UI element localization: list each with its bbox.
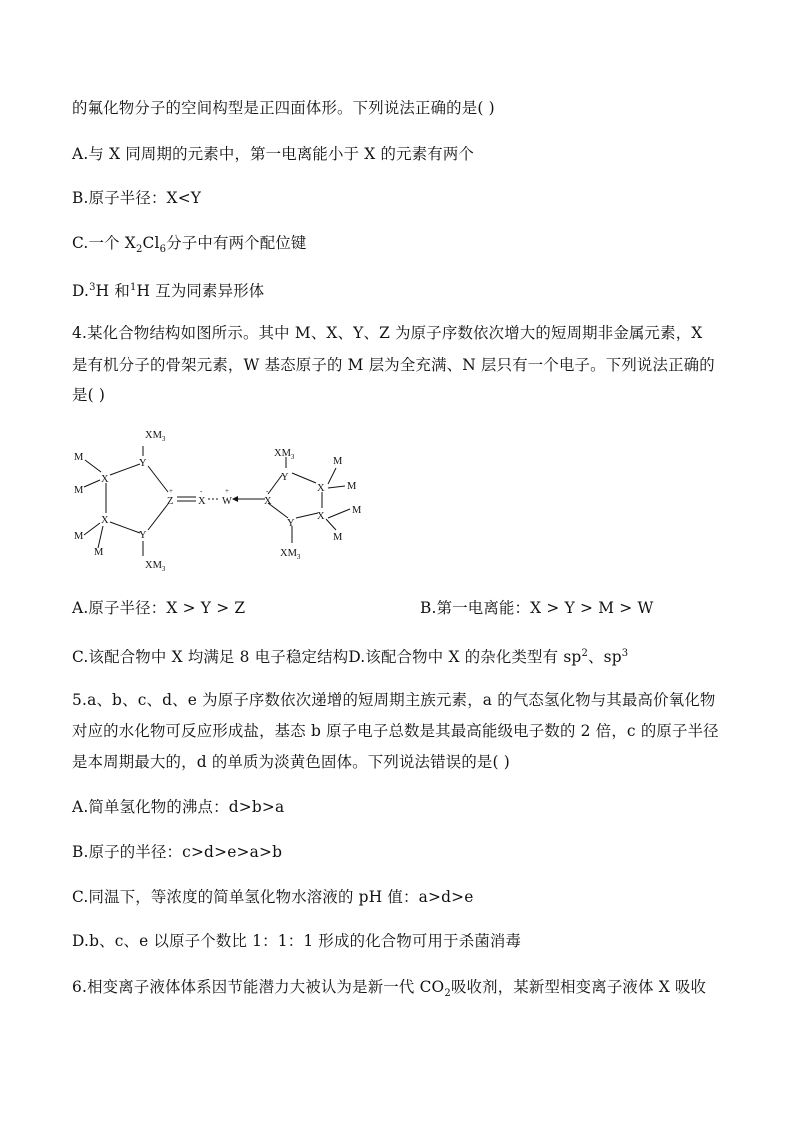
x-upper-left: X <box>101 474 109 485</box>
q3-c-pre: C.一个 <box>72 234 125 252</box>
q6-stem <box>72 977 724 1004</box>
q4-d-pre: D.该配合物中 X 的杂化类型有 sp <box>348 648 582 667</box>
q5-option-a[interactable]: A.简单氢化物的沸点：d>b>a <box>72 798 285 816</box>
q3-c-x: X <box>124 234 136 252</box>
m-1: M <box>74 452 84 463</box>
q4-options-row1 <box>72 598 724 618</box>
m-8: M <box>333 532 343 543</box>
q4-options-row2 <box>72 644 724 667</box>
q3-c-cl: Cl <box>142 234 160 252</box>
z-charge-plus: + <box>169 487 173 495</box>
q6-stem-post: 吸收剂，某新型相变离子液体 X 吸收 <box>450 978 707 996</box>
q5-option-c[interactable]: C.同温下，等浓度的简单氢化物水溶液的 pH 值：a>d>e <box>72 888 474 906</box>
q3-c-sub6: 6 <box>159 244 167 256</box>
q5-stem-line3: 是本周期最大的，d 的单质为淡黄色固体。下列说法错误的是( ) <box>72 753 511 771</box>
xm3-top-left: XM <box>145 430 162 441</box>
x-upper-right: X <box>317 483 325 494</box>
figure-bonds <box>84 446 350 556</box>
q3-c-post: 分子中有两个配位键 <box>166 234 307 252</box>
x-bridge-charge-minus: - <box>200 487 203 495</box>
q5-option-d[interactable]: D.b、c、e 以原子个数比 1：1：1 形成的化合物可用于杀菌消毒 <box>72 932 522 950</box>
svg-text:XM3: $XM_3$ <box>145 430 166 443</box>
x-bridge: X <box>198 496 206 507</box>
q3-c-sub2: 2 <box>135 244 143 256</box>
q3-option-c[interactable] <box>72 233 724 260</box>
q4-option-a[interactable]: A.原子半径：X > Y > Z <box>72 599 246 617</box>
xm3-bottom-right: XM <box>280 548 297 559</box>
q5-stem-line2: 对应的水化物可反应形成盐，基态 b 原子电子总数是其最高能级电子数的 2 倍，c 的原子半径 <box>72 722 719 740</box>
q3-d-sup1: 1 <box>129 282 137 293</box>
q3-d-h1: H 和 <box>95 282 130 301</box>
q4-structure-figure <box>70 422 380 580</box>
q4-d-sup2: 2 <box>581 648 589 659</box>
q3-d-post: H 互为同素异形体 <box>136 282 265 301</box>
y-top-right: Y <box>281 472 289 483</box>
coordination-arrow-head <box>232 496 238 502</box>
svg-text:XM3: $XM_3$ <box>280 548 301 561</box>
m-3: M <box>74 531 84 542</box>
svg-text:XM3: $XM_3$ <box>145 560 166 573</box>
m-7: M <box>352 505 362 516</box>
q4-stem-line1: 4.某化合物结构如图所示。其中 M、X、Y、Z 为原子序数依次增大的短周期非金属元素，X <box>72 324 703 342</box>
x-lower-right: X <box>317 511 325 522</box>
z-center: Z <box>167 496 174 507</box>
y-bottom-right: Y <box>287 518 295 529</box>
figure-atom-labels <box>74 430 362 573</box>
q3-stem-tail: 的氟化物分子的空间构型是正四面体形。下列说法正确的是( ) <box>72 99 495 117</box>
q6-sub2: 2 <box>444 988 451 1000</box>
x-right-charge-minus: - <box>266 487 269 495</box>
q4-option-c[interactable]: C.该配合物中 X 均满足 8 电子稳定结构 <box>72 648 349 667</box>
xm3-bottom-left: XM <box>145 560 162 571</box>
q4-d-mid: 、sp <box>588 648 622 667</box>
q4-option-d[interactable] <box>348 648 628 666</box>
y-bottom-left: Y <box>139 530 147 541</box>
w-charge-plus: + <box>225 487 229 495</box>
q3-option-a[interactable]: A.与 X 同周期的元素中，第一电离能小于 X 的元素有两个 <box>72 145 475 163</box>
q4-stem-line3: 是( ) <box>72 386 106 404</box>
y-top-left: Y <box>139 458 147 469</box>
xm3-top-right: XM <box>274 448 291 459</box>
m-5: M <box>333 456 343 467</box>
q3-d-pre: D. <box>72 282 90 301</box>
w-center: W <box>222 496 232 507</box>
m-2: M <box>74 485 84 496</box>
q5-stem-line1: 5.a、b、c、d、e 为原子序数依次递增的短周期主族元素，a 的气态氢化物与其最高价氧化物 <box>72 691 716 709</box>
q3-d-sup3: 3 <box>89 282 96 293</box>
q6-stem-pre: 6.相变离子液体体系因节能潜力大被认为是新一代 CO <box>72 978 445 996</box>
q5-option-b[interactable]: B.原子的半径：c>d>e>a>b <box>72 843 283 861</box>
m-6: M <box>347 481 357 492</box>
m-4: M <box>94 547 104 558</box>
svg-text:XM3: $XM_3$ <box>274 448 295 461</box>
q4-d-sup3: 3 <box>621 648 629 659</box>
q3-option-d[interactable] <box>72 278 724 301</box>
q4-stem-line2: 是有机分子的骨架元素，W 基态原子的 M 层为全充满、N 层只有一个电子。下列说法正确的 <box>72 356 715 374</box>
x-lower-left: X <box>101 515 109 526</box>
q4-option-b[interactable]: B.第一电离能：X > Y > M > W <box>420 599 654 617</box>
q3-option-b[interactable]: B.原子半径：X<Y <box>72 189 202 207</box>
x-right-anion: X <box>264 496 272 507</box>
